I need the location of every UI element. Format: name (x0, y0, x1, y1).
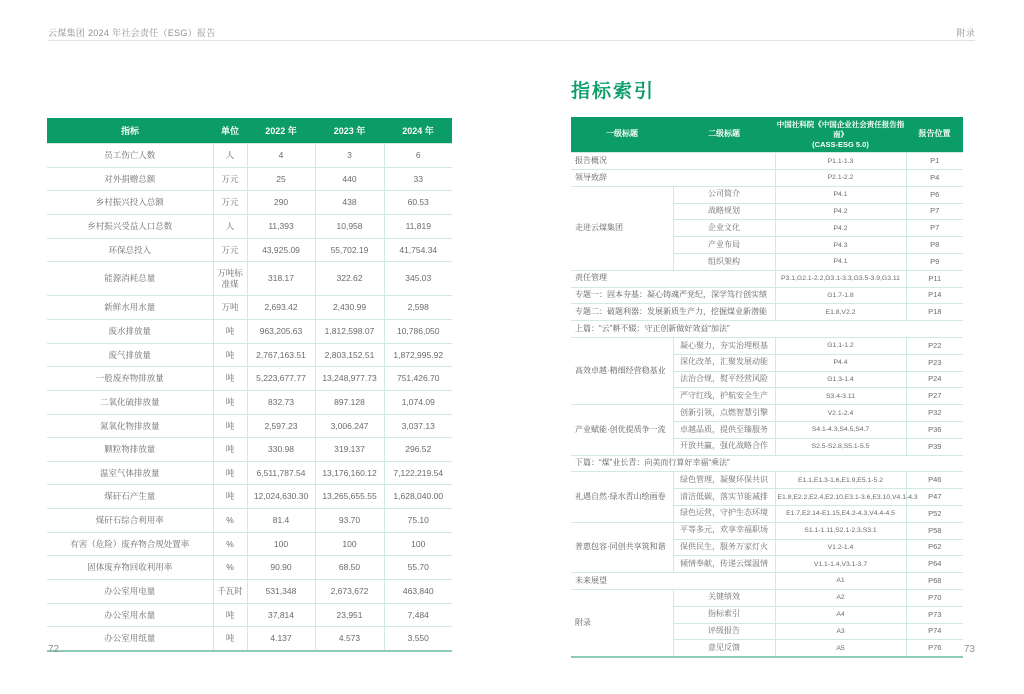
kpi-indicator-cell: 乡村振兴投入总额 (47, 191, 213, 215)
kpi-2022-cell: 2,693.42 (247, 296, 315, 320)
index-row (571, 170, 963, 187)
kpi-unit-cell: 人 (213, 144, 247, 168)
kpi-unit-cell: 吨 (213, 627, 247, 651)
index-cass-code-cell: A2 (775, 589, 906, 606)
kpi-indicator-cell: 二氧化硫排放量 (47, 390, 213, 414)
kpi-2023-cell: 4.573 (315, 627, 384, 651)
index-cass-code-cell: S2.5-S2.8,S5.1-5.5 (775, 438, 906, 455)
kpi-indicator-cell: 废水排放量 (47, 320, 213, 344)
index-table-container (571, 117, 963, 658)
kpi-indicator-cell: 一般废弃物排放量 (47, 367, 213, 391)
kpi-indicator-cell: 能源消耗总量 (47, 262, 213, 296)
header-divider (48, 40, 975, 41)
kpi-indicator-cell: 办公室用水量 (47, 603, 213, 627)
index-level2-cell: 法治合规，熨平经营风险 (673, 371, 775, 388)
kpi-2024-cell: 55.70 (384, 556, 452, 580)
kpi-2022-cell: 531,348 (247, 579, 315, 603)
kpi-2024-cell: 1,872,995.92 (384, 343, 452, 367)
kpi-2023-cell: 322.62 (315, 262, 384, 296)
kpi-2022-cell: 37,814 (247, 603, 315, 627)
kpi-2024-cell: 345.03 (384, 262, 452, 296)
index-row (571, 338, 963, 355)
index-page-cell: P8 (906, 237, 963, 254)
index-cass-code-cell: A4 (775, 606, 906, 623)
kpi-indicator-cell: 煤矸石综合利用率 (47, 509, 213, 533)
index-level1-cell: 报告概况 (571, 153, 775, 170)
index-cass-code-cell: P4.1 (775, 186, 906, 203)
index-level1-cell: 高效卓越·精细经营稳基业 (571, 338, 673, 405)
kpi-unit-cell: 吨 (213, 343, 247, 367)
index-header-level1: 一级标题 (571, 117, 673, 153)
kpi-row (47, 556, 452, 580)
kpi-unit-cell: 万吨 (213, 296, 247, 320)
kpi-2023-cell: 3,006.247 (315, 414, 384, 438)
kpi-2023-cell: 3 (315, 144, 384, 168)
kpi-indicator-cell: 氮氧化物排放量 (47, 414, 213, 438)
index-row (571, 405, 963, 422)
kpi-2024-cell: 60.53 (384, 191, 452, 215)
index-page-cell: P14 (906, 287, 963, 304)
kpi-2022-cell: 963,205.63 (247, 320, 315, 344)
kpi-2023-cell: 2,430.99 (315, 296, 384, 320)
kpi-2024-cell: 100 (384, 532, 452, 556)
kpi-row (47, 144, 452, 168)
kpi-2023-cell: 438 (315, 191, 384, 215)
index-level2-cell: 倾情奉献，传递云煤温情 (673, 556, 775, 573)
kpi-2022-cell: 4.137 (247, 627, 315, 651)
kpi-2023-cell: 897.128 (315, 390, 384, 414)
page-number-right: 73 (963, 644, 975, 655)
index-level2-cell: 关键绩效 (673, 589, 775, 606)
index-page-cell: P62 (906, 539, 963, 556)
index-section-row (571, 321, 963, 338)
index-level2-cell: 公司简介 (673, 186, 775, 203)
index-page-cell: P52 (906, 505, 963, 522)
kpi-unit-cell: 人 (213, 214, 247, 238)
index-header-cass-line2: (CASS-ESG 5.0) (812, 139, 869, 149)
index-cass-code-cell: P4.3 (775, 237, 906, 254)
index-level2-cell: 战略规划 (673, 203, 775, 220)
kpi-row (47, 509, 452, 533)
kpi-2022-cell: 318.17 (247, 262, 315, 296)
kpi-2024-cell: 2,598 (384, 296, 452, 320)
kpi-row (47, 461, 452, 485)
kpi-2024-cell: 10,786,050 (384, 320, 452, 344)
index-cass-code-cell: P2.1-2.2 (775, 170, 906, 187)
kpi-row (47, 238, 452, 262)
index-cass-code-cell: E1.8,V2.2 (775, 304, 906, 321)
index-header-row (571, 117, 963, 153)
kpi-2023-cell: 2,673,672 (315, 579, 384, 603)
kpi-unit-cell: 吨 (213, 438, 247, 462)
index-cass-code-cell: G1.1-1.2 (775, 338, 906, 355)
index-level2-cell: 组织架构 (673, 254, 775, 271)
index-page-cell: P4 (906, 170, 963, 187)
index-level2-cell: 凝心聚力，夯实治理根基 (673, 338, 775, 355)
index-page-cell: P1 (906, 153, 963, 170)
kpi-header-row (47, 118, 452, 144)
index-level2-cell: 绿色管理，凝聚环保共识 (673, 472, 775, 489)
index-level2-cell: 创新引领，点燃智慧引擎 (673, 405, 775, 422)
index-page-cell: P32 (906, 405, 963, 422)
kpi-2023-cell: 1,812,598.07 (315, 320, 384, 344)
index-cass-code-cell: S3.4-3.11 (775, 388, 906, 405)
index-cass-code-cell: E1.8,E2.2,E2.4,E2.10,E3.1-3.6,E3.10,V4.1-4.3 (775, 489, 906, 506)
kpi-2024-cell: 1,628,040.00 (384, 485, 452, 509)
kpi-row (47, 390, 452, 414)
index-cass-code-cell: V1.2-1.4 (775, 539, 906, 556)
kpi-2022-cell: 330.98 (247, 438, 315, 462)
kpi-2022-cell: 100 (247, 532, 315, 556)
kpi-unit-cell: 吨 (213, 603, 247, 627)
index-page-cell: P68 (906, 573, 963, 590)
kpi-2022-cell: 4 (247, 144, 315, 168)
index-page-cell: P70 (906, 589, 963, 606)
index-cass-code-cell: A3 (775, 623, 906, 640)
kpi-2022-cell: 25 (247, 167, 315, 191)
kpi-2022-cell: 290 (247, 191, 315, 215)
index-level2-cell: 指标索引 (673, 606, 775, 623)
kpi-2023-cell: 13,248,977.73 (315, 367, 384, 391)
kpi-2023-cell: 13,176,160.12 (315, 461, 384, 485)
kpi-row (47, 191, 452, 215)
kpi-unit-cell: 吨 (213, 485, 247, 509)
kpi-indicator-cell: 对外捐赠总额 (47, 167, 213, 191)
index-row (571, 153, 963, 170)
index-level2-cell: 卓越品质，提供至臻服务 (673, 422, 775, 439)
index-page-cell: P22 (906, 338, 963, 355)
kpi-indicator-cell: 环保总投入 (47, 238, 213, 262)
kpi-row (47, 343, 452, 367)
kpi-2023-cell: 319.137 (315, 438, 384, 462)
kpi-indicator-cell: 废气排放量 (47, 343, 213, 367)
kpi-2024-cell: 11,819 (384, 214, 452, 238)
index-cass-code-cell: E1.7,E2.14-E1.15,E4.2-4.3,V4.4-4.5 (775, 505, 906, 522)
kpi-2024-cell: 75.10 (384, 509, 452, 533)
kpi-2022-cell: 81.4 (247, 509, 315, 533)
kpi-2024-cell: 3.550 (384, 627, 452, 651)
kpi-unit-cell: 万元 (213, 167, 247, 191)
kpi-2023-cell: 440 (315, 167, 384, 191)
index-section-cell: 下篇：“煤”业长青：向美而行算好幸福“乘法” (571, 455, 963, 472)
index-cass-code-cell: G1.3-1.4 (775, 371, 906, 388)
kpi-2023-cell: 100 (315, 532, 384, 556)
index-level2-cell: 评级报告 (673, 623, 775, 640)
index-cass-code-cell: A5 (775, 640, 906, 657)
kpi-header-2023: 2023 年 (315, 118, 384, 144)
index-page-cell: P7 (906, 203, 963, 220)
index-level2-cell: 平等多元，欢享幸福职场 (673, 522, 775, 539)
kpi-row (47, 367, 452, 391)
kpi-indicator-cell: 煤矸石产生量 (47, 485, 213, 509)
index-row (571, 270, 963, 287)
kpi-unit-cell: 万元 (213, 191, 247, 215)
running-header-left: 云煤集团 2024 年社会责任（ESG）报告 (48, 28, 216, 38)
index-row (571, 522, 963, 539)
index-cass-code-cell: P4.2 (775, 220, 906, 237)
kpi-2023-cell: 10,958 (315, 214, 384, 238)
index-page-cell: P11 (906, 270, 963, 287)
index-page-cell: P18 (906, 304, 963, 321)
index-level1-cell: 领导致辞 (571, 170, 775, 187)
kpi-row (47, 214, 452, 238)
index-page-cell: P76 (906, 640, 963, 657)
index-page-cell: P46 (906, 472, 963, 489)
kpi-2023-cell: 13,265,655.55 (315, 485, 384, 509)
kpi-row (47, 627, 452, 651)
index-page-cell: P73 (906, 606, 963, 623)
kpi-2022-cell: 2,767,163.51 (247, 343, 315, 367)
index-level2-cell: 产业布局 (673, 237, 775, 254)
running-header-right: 附录 (956, 28, 975, 38)
kpi-2024-cell: 1,074.09 (384, 390, 452, 414)
index-page-cell: P74 (906, 623, 963, 640)
kpi-table-container (47, 118, 452, 652)
kpi-2022-cell: 5,223,677.77 (247, 367, 315, 391)
index-page-cell: P47 (906, 489, 963, 506)
kpi-unit-cell: 吨 (213, 461, 247, 485)
index-row (571, 589, 963, 606)
kpi-2022-cell: 6,511,787.54 (247, 461, 315, 485)
kpi-header-unit: 单位 (213, 118, 247, 144)
kpi-2022-cell: 11,393 (247, 214, 315, 238)
kpi-unit-cell: % (213, 509, 247, 533)
index-level2-cell: 意见反馈 (673, 640, 775, 657)
index-cass-code-cell: P3.1,G2.1-2.2,G3.1-3.3,G3.5-3.9,G3.11 (775, 270, 906, 287)
index-page-cell: P7 (906, 220, 963, 237)
index-page-cell: P23 (906, 354, 963, 371)
index-level1-cell: 未来展望 (571, 573, 775, 590)
index-row (571, 186, 963, 203)
kpi-indicator-cell: 办公室用电量 (47, 579, 213, 603)
kpi-table (47, 118, 452, 652)
index-cass-code-cell: P4.2 (775, 203, 906, 220)
index-level1-cell: 礼遇自然·绿水青山绘画卷 (571, 472, 673, 522)
index-cass-code-cell: G1.7-1.8 (775, 287, 906, 304)
index-level2-cell: 开放共赢，强化战略合作 (673, 438, 775, 455)
index-cass-code-cell: P4.4 (775, 354, 906, 371)
kpi-row (47, 603, 452, 627)
kpi-2022-cell: 90.90 (247, 556, 315, 580)
kpi-unit-cell: % (213, 556, 247, 580)
index-section-cell: 上篇：“云”耕不辍：守正创新做好效益“加法” (571, 321, 963, 338)
index-level1-cell: 责任管理 (571, 270, 775, 287)
kpi-row (47, 296, 452, 320)
index-level1-cell: 专题二：破题利器：发展新质生产力，挖掘煤业新潜能 (571, 304, 775, 321)
index-level2-cell: 保供民生，服务万家灯火 (673, 539, 775, 556)
index-page-cell: P39 (906, 438, 963, 455)
index-level1-cell: 走进云煤集团 (571, 186, 673, 270)
index-page-cell: P6 (906, 186, 963, 203)
index-level2-cell: 清洁低碳，落实节能减排 (673, 489, 775, 506)
kpi-indicator-cell: 办公室用纸量 (47, 627, 213, 651)
kpi-2023-cell: 2,803,152.51 (315, 343, 384, 367)
index-header-position: 报告位置 (906, 117, 963, 153)
kpi-indicator-cell: 有害（危险）废弃物合规处置率 (47, 532, 213, 556)
kpi-row (47, 414, 452, 438)
kpi-row (47, 320, 452, 344)
kpi-2022-cell: 2,597.23 (247, 414, 315, 438)
index-cass-code-cell: E1.1,E1.3-1.6,E1.9,E5.1-5.2 (775, 472, 906, 489)
index-page-cell: P64 (906, 556, 963, 573)
kpi-row (47, 532, 452, 556)
index-row (571, 304, 963, 321)
index-table (571, 117, 963, 658)
kpi-2022-cell: 43,925.09 (247, 238, 315, 262)
index-level1-cell: 产业赋能·创优提质争一流 (571, 405, 673, 455)
index-row (571, 287, 963, 304)
kpi-2024-cell: 463,840 (384, 579, 452, 603)
kpi-indicator-cell: 员工伤亡人数 (47, 144, 213, 168)
index-cass-code-cell: P4.1 (775, 254, 906, 271)
kpi-2024-cell: 751,426.70 (384, 367, 452, 391)
index-header-cass (775, 117, 906, 153)
kpi-unit-cell: 吨 (213, 320, 247, 344)
kpi-2024-cell: 41,754.34 (384, 238, 452, 262)
index-page-cell: P36 (906, 422, 963, 439)
kpi-2023-cell: 93.70 (315, 509, 384, 533)
kpi-2024-cell: 7,484 (384, 603, 452, 627)
index-page-cell: P27 (906, 388, 963, 405)
kpi-2023-cell: 23,951 (315, 603, 384, 627)
index-cass-code-cell: S1.1-1.11,S2.1-2.3,S3.1 (775, 522, 906, 539)
kpi-header-indicator: 指标 (47, 118, 213, 144)
kpi-2023-cell: 55,702.19 (315, 238, 384, 262)
kpi-unit-cell: 万吨标准煤 (213, 262, 247, 296)
kpi-row (47, 262, 452, 296)
kpi-unit-cell: 吨 (213, 367, 247, 391)
index-level1-cell: 普惠包容·同创共享筑和谐 (571, 522, 673, 572)
kpi-2023-cell: 68.50 (315, 556, 384, 580)
index-page-cell: P9 (906, 254, 963, 271)
index-cass-code-cell: A1 (775, 573, 906, 590)
kpi-unit-cell: 万元 (213, 238, 247, 262)
kpi-2024-cell: 33 (384, 167, 452, 191)
index-page-cell: P24 (906, 371, 963, 388)
index-row (571, 573, 963, 590)
index-level2-cell: 深化改革，汇聚发展动能 (673, 354, 775, 371)
index-header-level2: 二级标题 (673, 117, 775, 153)
index-level1-cell: 附录 (571, 589, 673, 657)
index-cass-code-cell: S4.1-4.3,S4.5,S4.7 (775, 422, 906, 439)
kpi-unit-cell: 千瓦时 (213, 579, 247, 603)
kpi-2024-cell: 7,122,219.54 (384, 461, 452, 485)
page-title: 指标索引 (571, 81, 656, 102)
index-level2-cell: 严守红线，护航安全生产 (673, 388, 775, 405)
page-number-left: 72 (48, 644, 60, 655)
kpi-header-2022: 2022 年 (247, 118, 315, 144)
kpi-indicator-cell: 乡村振兴受益人口总数 (47, 214, 213, 238)
kpi-unit-cell: % (213, 532, 247, 556)
kpi-indicator-cell: 固体废弃物回收利用率 (47, 556, 213, 580)
index-level2-cell: 企业文化 (673, 220, 775, 237)
kpi-indicator-cell: 温室气体排放量 (47, 461, 213, 485)
index-cass-code-cell: P1.1-1.3 (775, 153, 906, 170)
kpi-2024-cell: 3,037.13 (384, 414, 452, 438)
kpi-row (47, 438, 452, 462)
kpi-2022-cell: 12,024,630.30 (247, 485, 315, 509)
kpi-2024-cell: 296.52 (384, 438, 452, 462)
index-header-cass-line1: 中国社科院《中国企业社会责任报告指南》 (776, 120, 905, 139)
kpi-2022-cell: 832.73 (247, 390, 315, 414)
index-level1-cell: 专题一：固本夯基：凝心铸魂严党纪，深学笃行创实绩 (571, 287, 775, 304)
index-cass-code-cell: V2.1-2.4 (775, 405, 906, 422)
kpi-unit-cell: 吨 (213, 390, 247, 414)
kpi-row (47, 579, 452, 603)
kpi-row (47, 167, 452, 191)
index-section-row (571, 455, 963, 472)
index-page-cell: P58 (906, 522, 963, 539)
index-level2-cell: 绿色运营，守护生态环境 (673, 505, 775, 522)
index-row (571, 472, 963, 489)
kpi-header-2024: 2024 年 (384, 118, 452, 144)
kpi-indicator-cell: 颗粒物排放量 (47, 438, 213, 462)
kpi-indicator-cell: 新鲜水用水量 (47, 296, 213, 320)
kpi-unit-cell: 吨 (213, 414, 247, 438)
kpi-2024-cell: 6 (384, 144, 452, 168)
index-cass-code-cell: V1.1-1.4,V3.1-3.7 (775, 556, 906, 573)
kpi-row (47, 485, 452, 509)
